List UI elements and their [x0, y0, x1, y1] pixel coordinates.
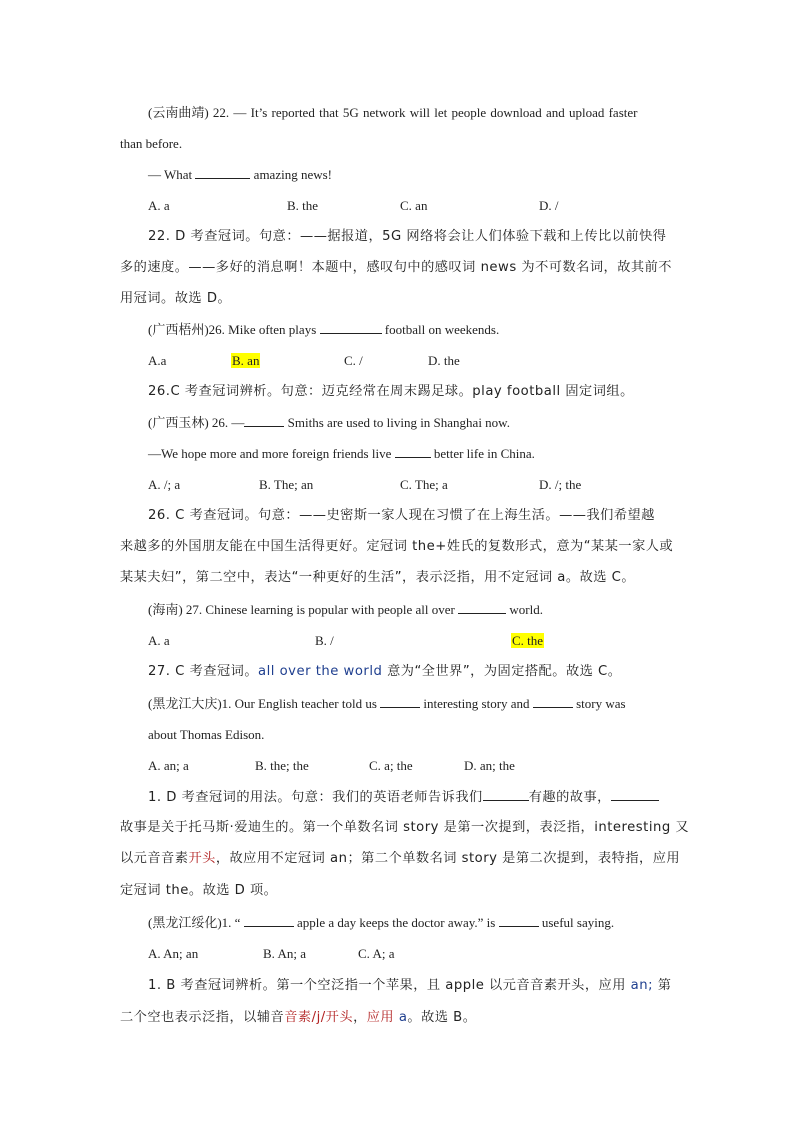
q1-answer-line1: 22. D 考查冠词。句意：——据报道，5G 网络将会让人们体验下载和上传比以前快得: [148, 229, 667, 244]
q6-option-c: C. A; a: [358, 946, 395, 961]
answer-blank: [195, 166, 250, 179]
q2-option-c: C. /: [344, 353, 363, 368]
answer-blank: [380, 695, 420, 708]
q5-option-d: D. an; the: [464, 758, 515, 773]
q1-option-b: B. the: [287, 198, 319, 213]
answer-blank: [533, 695, 573, 708]
q6-option-a: A. An; an: [148, 946, 199, 961]
q3-option-a: A. /; a: [148, 477, 181, 492]
q1-option-d: D. /: [539, 198, 559, 213]
q3-option-b: B. The; an: [259, 477, 314, 492]
q1-answer-line3: 用冠词。故选 D。: [120, 291, 232, 306]
q6-stem-line1: (黑龙江绥化)1. “ apple a day keeps the doctor away.” is useful saying.: [148, 915, 615, 930]
q5-answer-line4: 定冠词 the。故选 D 项。: [120, 883, 278, 898]
q2-option-a: A.a: [148, 353, 167, 368]
q3-stem-line2: —We hope more and more foreign friends live better life in China.: [148, 446, 535, 461]
q4-stem-line1: (海南) 27. Chinese learning is popular with people all over world.: [148, 602, 543, 617]
q3-option-c: C. The; a: [400, 477, 448, 492]
q3-answer-line2: 来越多的外国朋友能在中国生活得更好。定冠词 the+姓氏的复数形式，意为“某某一家人或: [120, 539, 674, 554]
q5-option-c: C. a; the: [369, 758, 413, 773]
q1-stem-line2: than before.: [120, 136, 183, 151]
q1-stem-line1: (云南曲靖) 22. — It’s reported that 5G network will let people download and upload faster: [148, 105, 638, 120]
q1-option-a: A. a: [148, 198, 170, 213]
answer-blank: [483, 788, 529, 801]
q5-option-b: B. the; the: [255, 758, 309, 773]
q5-stem-line2: about Thomas Edison.: [148, 727, 265, 742]
q5-answer-line2: 故事是关于托马斯·爱迪生的。第一个单数名词 story 是第一次提到，表泛指，interesting 又: [120, 820, 690, 835]
q6-answer-line2: 二个空也表示泛指，以辅音音素/j/开头，应用 a。故选 B。: [120, 1010, 477, 1025]
q3-answer-line3: 某某夫妇”，第二空中，表达“一种更好的生活”，表示泛指，用不定冠词 a。故选 C。: [120, 570, 636, 585]
q6-option-b: B. An; a: [263, 946, 306, 961]
q4-answer-line1: 27. C 考查冠词。all over the world 意为“全世界”，为固定搭配。故选 C。: [148, 664, 622, 679]
answer-blank: [320, 321, 382, 334]
answer-blank: [244, 914, 294, 927]
q3-stem-line1: (广西玉林) 26. — Smiths are used to living in Shanghai now.: [148, 415, 510, 430]
answer-blank: [395, 445, 431, 458]
q2-stem-line1: (广西梧州)26. Mike often plays football on weekends.: [148, 322, 500, 337]
answer-blank: [458, 601, 506, 614]
q5-answer-line1: 1. D 考查冠词的用法。句意：我们的英语老师告诉我们 有趣的故事，: [148, 788, 659, 807]
q2-option-b: B. an: [232, 353, 260, 368]
q3-option-d: D. /; the: [539, 477, 582, 492]
q4-option-b: B. /: [315, 633, 334, 648]
q5-option-a: A. an; a: [148, 758, 189, 773]
q4-option-c: C. the: [512, 633, 544, 648]
q5-answer-line3: 以元音音素开头，故应用不定冠词 an；第二个单数名词 story 是第二次提到，表特指，应用: [120, 851, 681, 866]
q2-option-d: D. the: [428, 353, 460, 368]
q5-stem-line1: (黑龙江大庆)1. Our English teacher told us interesting story and story was: [148, 696, 626, 711]
q3-answer-line1: 26. C 考查冠词。句意：——史密斯一家人现在习惯了在上海生活。——我们希望越: [148, 508, 655, 523]
q4-option-a: A. a: [148, 633, 170, 648]
answer-blank: [611, 788, 659, 801]
answer-blank: [244, 414, 284, 427]
q1-answer-line2: 多的速度。——多好的消息啊！本题中，感叹句中的感叹词 news 为不可数名词，故其前不: [120, 260, 672, 275]
answer-blank: [499, 914, 539, 927]
q1-stem-line3: — What amazing news!: [148, 167, 333, 182]
q2-answer-line1: 26.C 考查冠词辨析。句意：迈克经常在周末踢足球。play football 固定词组。: [148, 384, 634, 399]
q6-answer-line1: 1. B 考查冠词辨析。第一个空泛指一个苹果，且 apple 以元音音素开头，应用 an; 第: [148, 978, 672, 993]
q1-option-c: C. an: [400, 198, 428, 213]
